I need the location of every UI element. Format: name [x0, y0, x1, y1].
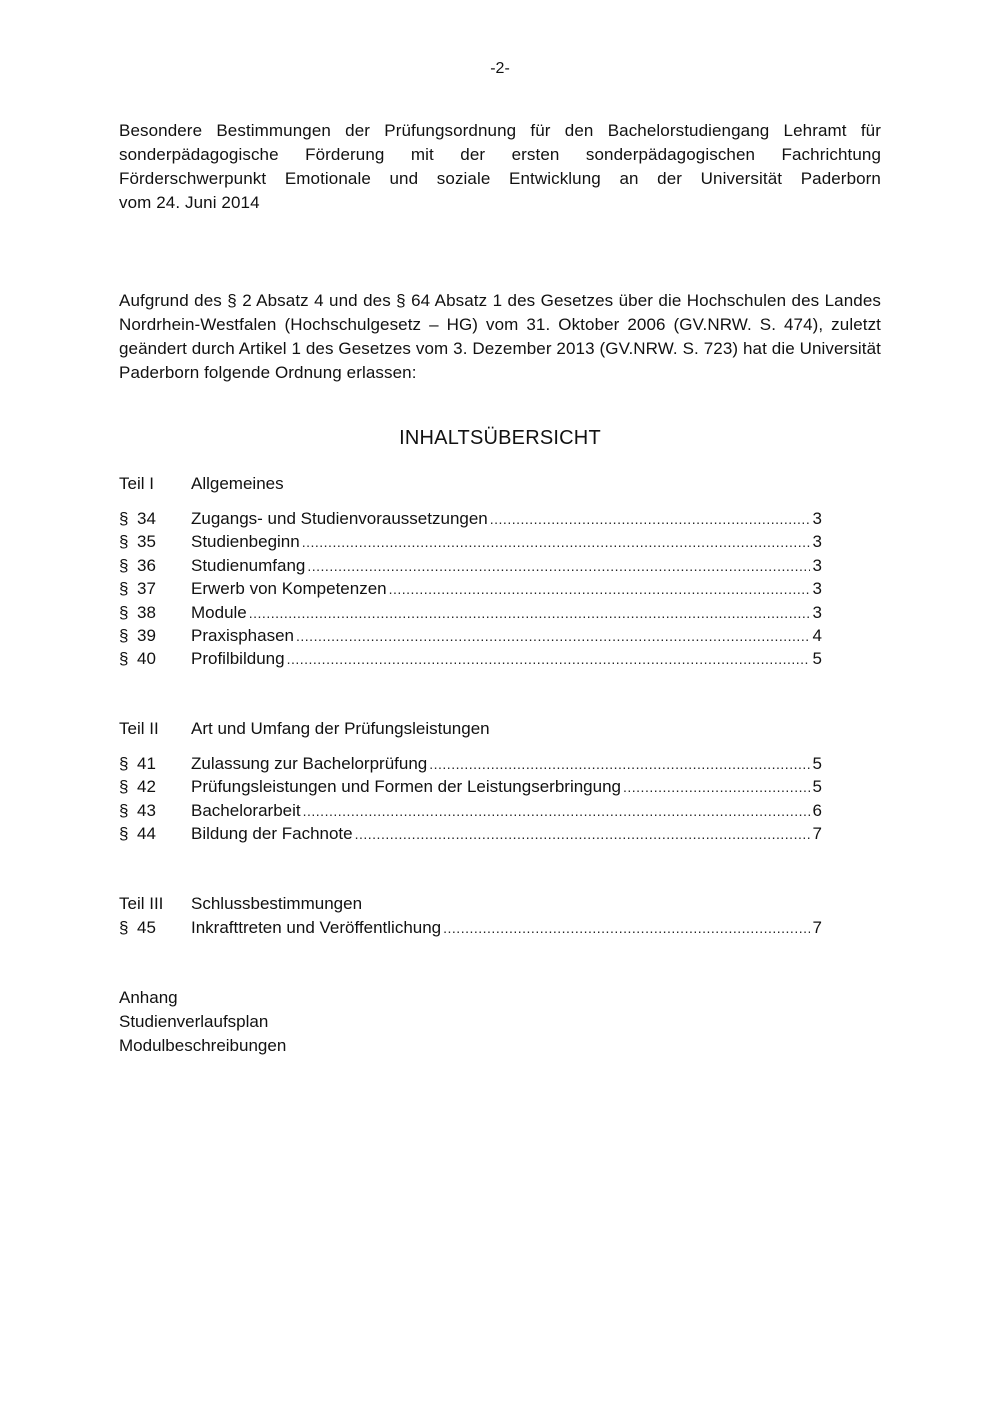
dot-leader — [429, 753, 810, 776]
page-ref: 5 — [812, 777, 822, 797]
section-symbol: § — [119, 754, 129, 773]
toc-entry[interactable] — [119, 916, 822, 939]
page-ref: 3 — [812, 602, 822, 622]
page-ref: 4 — [812, 625, 822, 645]
toc-entry[interactable] — [119, 507, 822, 530]
title-line: vom 24. Juni 2014 — [119, 193, 260, 212]
preamble-line: Paderborn folgende Ordnung erlassen: — [119, 363, 417, 382]
entry-title: Zulassung zur Bachelorprüfung — [191, 754, 428, 773]
section-number: 35 — [137, 532, 156, 552]
section-symbol: § — [119, 579, 129, 599]
annex-item: Modulbeschreibungen — [119, 1036, 287, 1055]
document-title — [119, 119, 881, 215]
dot-leader — [296, 625, 810, 648]
section-symbol: § — [119, 602, 129, 622]
page-ref: 6 — [812, 800, 822, 820]
section-symbol: § — [119, 800, 129, 820]
dot-leader — [302, 531, 810, 554]
section-number: 43 — [137, 800, 156, 820]
preamble-line: Aufgrund des § 2 Absatz 4 und des § 64 Absatz 1 des Gesetzes über die Hochschulen des Landes — [119, 291, 881, 310]
entry-title: Inkrafttreten und Veröffentlichung — [191, 918, 442, 937]
dot-leader — [623, 776, 810, 799]
toc-entry[interactable] — [119, 822, 822, 845]
preamble-line: Nordrhein-Westfalen (Hochschulgesetz – HG) vom 31. Oktober 2006 (GV.NRW. S. 474), zuletzt — [119, 315, 881, 334]
part-title: Art und Umfang der Prüfungsleistungen — [191, 719, 490, 738]
part-title: Schlussbestimmungen — [191, 894, 363, 913]
dot-leader — [307, 555, 810, 578]
entry-title: Studienbeginn — [191, 532, 300, 552]
section-symbol: § — [119, 532, 129, 552]
toc-entry[interactable] — [119, 624, 822, 647]
page-number: -2- — [490, 60, 510, 77]
page-ref: 3 — [812, 555, 822, 575]
section-number: 36 — [137, 555, 156, 575]
toc-part-3 — [119, 892, 822, 939]
toc-heading: INHALTSÜBERSICHT — [399, 427, 601, 449]
entry-title: Praxisphasen — [191, 625, 295, 645]
toc-entry[interactable] — [119, 647, 822, 670]
preamble-paragraph — [119, 289, 881, 385]
entry-title: Bachelorarbeit — [191, 800, 301, 820]
toc-entry[interactable] — [119, 775, 822, 798]
part-label: Teil III — [119, 894, 164, 913]
section-number: 34 — [137, 509, 156, 528]
preamble-line: geändert durch Artikel 1 des Gesetzes vom 3. Dezember 2013 (GV.NRW. S. 723) hat die Universität — [119, 339, 881, 358]
entry-title: Zugangs- und Studienvoraussetzungen — [191, 509, 488, 528]
section-symbol: § — [119, 625, 129, 645]
section-number: 41 — [137, 754, 156, 773]
section-symbol: § — [119, 509, 129, 528]
dot-leader — [490, 508, 810, 531]
section-number: 39 — [137, 625, 156, 645]
dot-leader — [389, 578, 810, 601]
title-line: Förderschwerpunkt Emotionale und soziale Entwicklung an der Universität Paderborn — [119, 169, 881, 188]
title-line: Besondere Bestimmungen der Prüfungsordnung für den Bachelorstudiengang Lehramt für — [119, 121, 881, 140]
dot-leader — [355, 823, 810, 846]
section-symbol: § — [119, 777, 129, 797]
page-ref: 3 — [812, 509, 822, 528]
dot-leader — [287, 648, 810, 671]
toc-entry[interactable] — [119, 530, 822, 553]
title-line: sonderpädagogische Förderung mit der ersten sonderpädagogischen Fachrichtung — [119, 145, 881, 164]
section-number: 44 — [137, 824, 156, 844]
part-title: Allgemeines — [191, 474, 284, 493]
entry-title: Profilbildung — [191, 649, 285, 669]
toc-entry[interactable] — [119, 601, 822, 624]
entry-title: Prüfungsleistungen und Formen der Leistungserbringung — [191, 777, 621, 797]
entry-title: Erwerb von Kompetenzen — [191, 579, 387, 599]
entry-title: Module — [191, 602, 247, 622]
page-ref: 7 — [812, 824, 822, 844]
page-ref: 3 — [812, 579, 822, 599]
entry-title: Studienumfang — [191, 555, 306, 575]
toc-entry[interactable] — [119, 799, 822, 822]
toc-entry[interactable] — [119, 577, 822, 600]
page-ref: 5 — [812, 754, 822, 773]
dot-leader — [303, 800, 810, 823]
dot-leader — [249, 602, 810, 625]
annex-heading: Anhang — [119, 988, 178, 1007]
part-label: Teil I — [119, 474, 154, 493]
part-label: Teil II — [119, 719, 159, 738]
section-symbol: § — [119, 824, 129, 844]
annex-item: Studienverlaufsplan — [119, 1012, 269, 1031]
page-ref: 7 — [812, 918, 822, 937]
dot-leader — [443, 917, 810, 940]
section-number: 40 — [137, 649, 156, 669]
page-ref: 5 — [812, 649, 822, 669]
toc-part-2 — [119, 717, 822, 846]
section-symbol: § — [119, 649, 129, 669]
page-ref: 3 — [812, 532, 822, 552]
section-number: 38 — [137, 602, 156, 622]
toc-entry[interactable] — [119, 554, 822, 577]
section-symbol: § — [119, 555, 129, 575]
toc-part-1 — [119, 472, 822, 671]
section-symbol: § — [119, 918, 129, 937]
section-number: 42 — [137, 777, 156, 797]
section-number: 37 — [137, 579, 156, 599]
toc-entry[interactable] — [119, 752, 822, 775]
section-number: 45 — [137, 918, 156, 937]
entry-title: Bildung der Fachnote — [191, 824, 353, 844]
annex-list — [119, 986, 286, 1058]
